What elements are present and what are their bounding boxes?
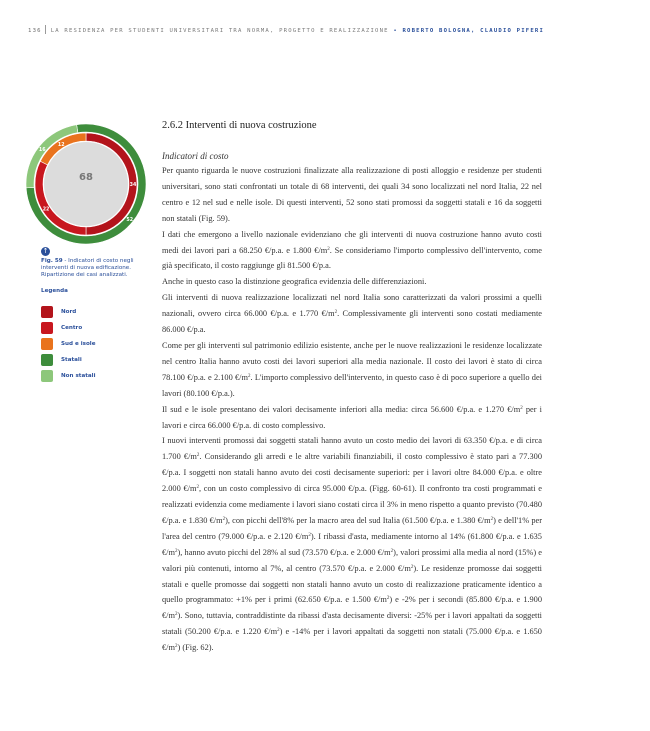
running-header [28,25,640,34]
legend-swatch-centro [41,322,53,334]
legend-label-non-statali: Non statali [61,373,96,379]
legend-label-sud-isole: Sud e isole [61,341,96,347]
superscript: 2 [490,516,494,522]
section-title: 2.6.2 Interventi di nuova costruzione [162,120,317,131]
paragraph: Come per gli interventi sul patrimonio edilizio esistente, anche per le nuove realizzazioni le residenze localizzate nel centro Italia hanno avuto costi dei lavori superiori alla media nazionale. Il costo dei lavori è stato di circa 78.100 €/p.a. e 2.100 $€/m^2$. L'importo complessivo dell'intervento, in questo caso è di poco superiore a quello dei lavori (80.100 €/p.a.). [162,340,542,398]
donut-center [44,142,128,226]
figure-59-donut-chart [26,124,146,244]
superscript: 2 [196,453,200,459]
header-bullet: • [393,28,398,34]
superscript: 2 [174,644,178,650]
superscript: 2 [390,548,394,554]
legend-label-nord: Nord [61,309,77,315]
legend-item-nord [41,304,96,320]
legend-swatch-non-statali [41,370,53,382]
donut-value-label: 34 [129,182,137,188]
paragraph: Per quanto riguarda le nuove costruzioni finalizzate alla realizzazione di posti alloggio e residenze per studenti universitari, sono stati confrontati un totale di 68 interventi, dei quali 34 sono localizzati nel nord Italia, 22 nel centro e 12 nel sud e nelle isole. Di questi interventi, 52 sono stati promossi da soggetti statali e 16 da soggetti non statali (Fig. 59). [162,166,542,223]
legend-swatch-nord [41,306,53,318]
donut-value-label: 16 [38,147,46,153]
header-authors: ROBERTO BOLOGNA, CLAUDIO PIFERI [402,28,545,34]
figure-caption [41,258,149,278]
donut-value-label: 12 [57,142,65,148]
superscript: 2 [334,310,338,316]
legend-item-sud-isole [41,336,96,352]
superscript: 2 [386,596,390,602]
superscript: 2 [196,485,199,491]
paragraph: I dati che emergono a livello nazionale evidenziano che gli interventi di nuova costruzione hanno avuto costi medi dei lavori pari a 68.250 €/p.a. e 1.800 $€/m^2$. Se consideriamo l'importo complessivo dell'intervento, come già specificato, il costo raggiunge gli 81.500 €/p.a. [162,229,542,271]
section-subtitle: Indicatori di costo [162,151,229,161]
legend-swatch-statali [41,354,53,366]
donut-center-value: 68 [79,172,93,183]
superscript: 2 [222,516,226,522]
donut-value-label: 52 [126,217,134,223]
paragraph: Gli interventi di nuova realizzazione localizzati nel nord Italia sono caratterizzati da valori prossimi a quelli nazionali, ovvero circa 66.000 €/p.a. e 1.770 $€/m^2$. Complessivamente gli interventi sono costati mediamente 86.000 €/p.a. [162,293,542,335]
superscript: 2 [277,628,280,634]
paragraph: Anche in questo caso la distinzione geografica evidenzia delle differenziazioni. [162,277,427,287]
superscript: 2 [174,612,178,618]
superscript: 2 [308,532,311,538]
page-number: 136 [28,28,42,34]
legend-item-non-statali [41,368,96,384]
superscript: 2 [327,246,330,252]
superscript: 2 [410,564,414,570]
superscript: 2 [248,373,251,379]
legend-label-statali: Statali [61,357,82,363]
legend-label-centro: Centro [61,325,83,331]
legend-item-statali [41,352,96,368]
legend-swatch-sud-isole [41,338,53,350]
figure-arrow-icon: ↑ [42,247,49,255]
book-title: LA RESIDENZA PER STUDENTI UNIVERSITARI TRA NORMA, PROGETTO E REALIZZAZIONE [50,28,389,34]
superscript: 2 [174,548,178,554]
figure-caption-text: - Indicatori di costo negli interventi di nuova edificazione. Ripartizione dei casi analizzati. [41,258,134,278]
body-text [162,163,542,656]
legend [41,304,96,384]
paragraph: Il sud e le isole presentano dei valori decisamente inferiori alla media: circa 56.600 €/p.a. e 1.270 $€/m^2$ per i lavori e circa 66.000 €/p.a. di costo complessivo. [162,404,542,430]
legend-item-centro [41,320,96,336]
paragraph: I nuovi interventi promossi dai soggetti statali hanno avuto un costo medio dei lavori di 63.350 €/p.a. e di circa 1.700 $€/m^2$. Considerando gli arredi e le altre variabili finanziabili, il costo complessivo è stato pari a 77.300 €/p.a. I soggetti non statali hanno avuto dei costi decisamente superiori: per i lavori oltre 84.000 €/p.a. e oltre 2.000 $€/m^2$, con un costo complessivo di circa 95.000 €/p.a. (Figg. 60-61). Il confronto tra costi programmati e realizzati evidenzia come mediamente i lavori siano costati circa il 3% in meno rispetto a quanto previsto (70.480 €/p.a. e 1.830 $€/m^2$), con picchi dell'8% per la macro area del sud Italia (61.500 €/p.a. e 1.380 $€/m^2$) e dell'1% per l'area del centro (79.000 €/p.a. e 2.120 $€/m^2$). I ribassi d'asta, mediamente intorno al 14% (61.800 €/p.a. e 1.635 $€/m^2$), hanno avuto picchi del 28% al sud (73.570 €/p.a. e 2.000 $€/m^2$), valori prossimi alla media al nord (15%) e valori più contenuti, intorno al 7%, al centro (73.570 €/p.a. e 2.000 $€/m^2$). Le residenze promosse dai soggetti statali e quelle promosse dai soggetti non statali hanno avuto un costo di realizzazione praticamente identico a quello programmato: +1% per i primi (62.650 €/p.a. e 1.500 $€/m^2$) e -2% per i secondi (85.800 €/p.a. e 1.900 $€/m^2$). Sono, tuttavia, contraddistinte da ribassi d'asta decisamente diversi: -25% per i lavori appaltati da soggetti statali (50.200 €/p.a. e 1.220 $€/m^2$) e -14% per i lavori appaltati da soggetti non statali (75.000 €/p.a. e 1.650 $€/m^2$) (Fig. 62). [162,436,543,653]
figure-caption-label: Fig. 59 [41,258,63,264]
legend-title: Legenda [41,288,68,294]
donut-value-label: 22 [42,207,50,213]
header-divider [45,25,46,34]
superscript: 2 [520,405,523,411]
